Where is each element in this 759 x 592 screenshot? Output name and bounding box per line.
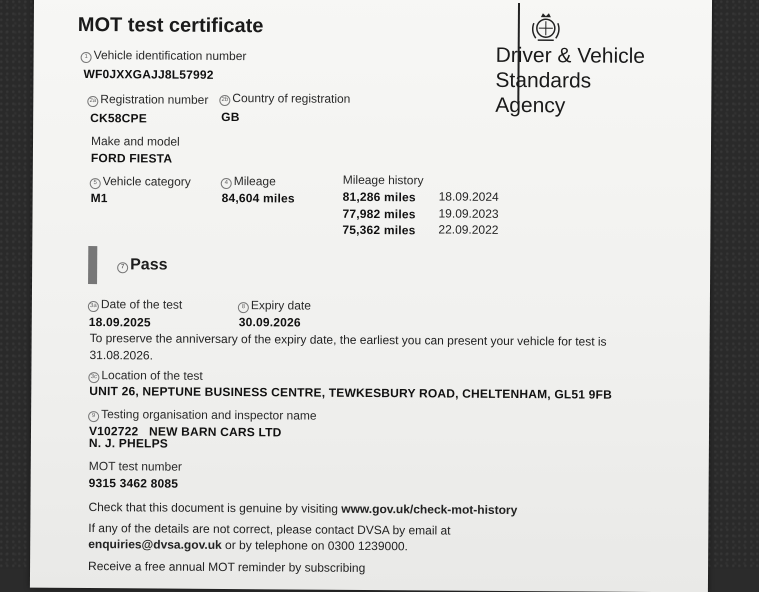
test-date-label: 3a Date of the test [88,297,182,313]
expiry-value: 30.09.2026 [239,315,301,329]
agency-name-line3: Agency [495,93,565,118]
testing-org-value: V102722 NEW BARN CARS LTD [89,424,282,439]
preserve-note-line1: To preserve the anniversary of the expiry date, the earliest you can present your vehicle for test is [90,331,607,349]
history-date-3: 22.09.2022 [438,222,498,236]
contact-line2: enquiries@dvsa.gov.uk or by telephone on 0300 1239000. [88,537,408,553]
location-label: 3c Location of the test [88,368,203,384]
history-miles-1: 81,286 miles [343,190,416,205]
vin-label: 1 Vehicle identification number [81,48,247,64]
test-number-value: 9315 3462 8085 [89,476,179,491]
mileage-history-label: Mileage history [343,173,424,188]
genuine-check-text: Check that this document is genuine by visiting www.gov.uk/check-mot-history [88,500,517,517]
testing-org-label: 9 Testing organisation and inspector name [88,407,317,424]
expiry-label: 8 Expiry date [238,298,311,314]
field-number-badge: 1 [81,52,92,63]
location-value: UNIT 26, NEPTUNE BUSINESS CENTRE, TEWKESBURY ROAD, CHELTENHAM, GL51 9FB [89,384,612,402]
mot-certificate [30,0,712,592]
category-value: M1 [91,191,108,205]
test-number-label: MOT test number [89,459,182,474]
agency-name-line1: Driver & Vehicle [496,43,646,69]
royal-crest-icon [529,11,563,43]
test-date-value: 18.09.2025 [89,315,151,329]
history-date-2: 19.09.2023 [438,206,498,220]
category-label: 5 Vehicle category [90,174,191,190]
contact-line1: If any of the details are not correct, please contact DVSA by email at [88,521,450,538]
result-marker [88,246,97,284]
page-title: MOT test certificate [78,14,264,38]
agency-name-line2: Standards [495,68,591,94]
check-mot-link[interactable]: www.gov.uk/check-mot-history [341,502,517,517]
history-date-1: 18.09.2024 [439,189,499,203]
make-model-value: FORD FIESTA [91,151,172,166]
preserve-note-line2: 31.08.2026. [89,348,153,362]
registration-label: 2a Registration number [87,92,208,108]
country-value: GB [221,110,240,124]
history-miles-3: 75,362 miles [342,223,415,238]
test-result: 7 Pass [117,256,167,274]
dvsa-email-link[interactable]: enquiries@dvsa.gov.uk [88,537,222,552]
make-model-label: Make and model [91,134,180,149]
country-label: 2b Country of registration [219,91,350,107]
registration-value: CK58CPE [90,111,147,125]
inspector-name: N. J. PHELPS [89,436,168,451]
reminder-text: Receive a free annual MOT reminder by subscribing [88,559,365,575]
vin-value: WF0JXXGAJJ8L57992 [83,67,213,82]
history-miles-2: 77,982 miles [342,207,415,222]
mileage-value: 84,604 miles [222,191,295,206]
mileage-label: 4 Mileage [221,174,276,189]
